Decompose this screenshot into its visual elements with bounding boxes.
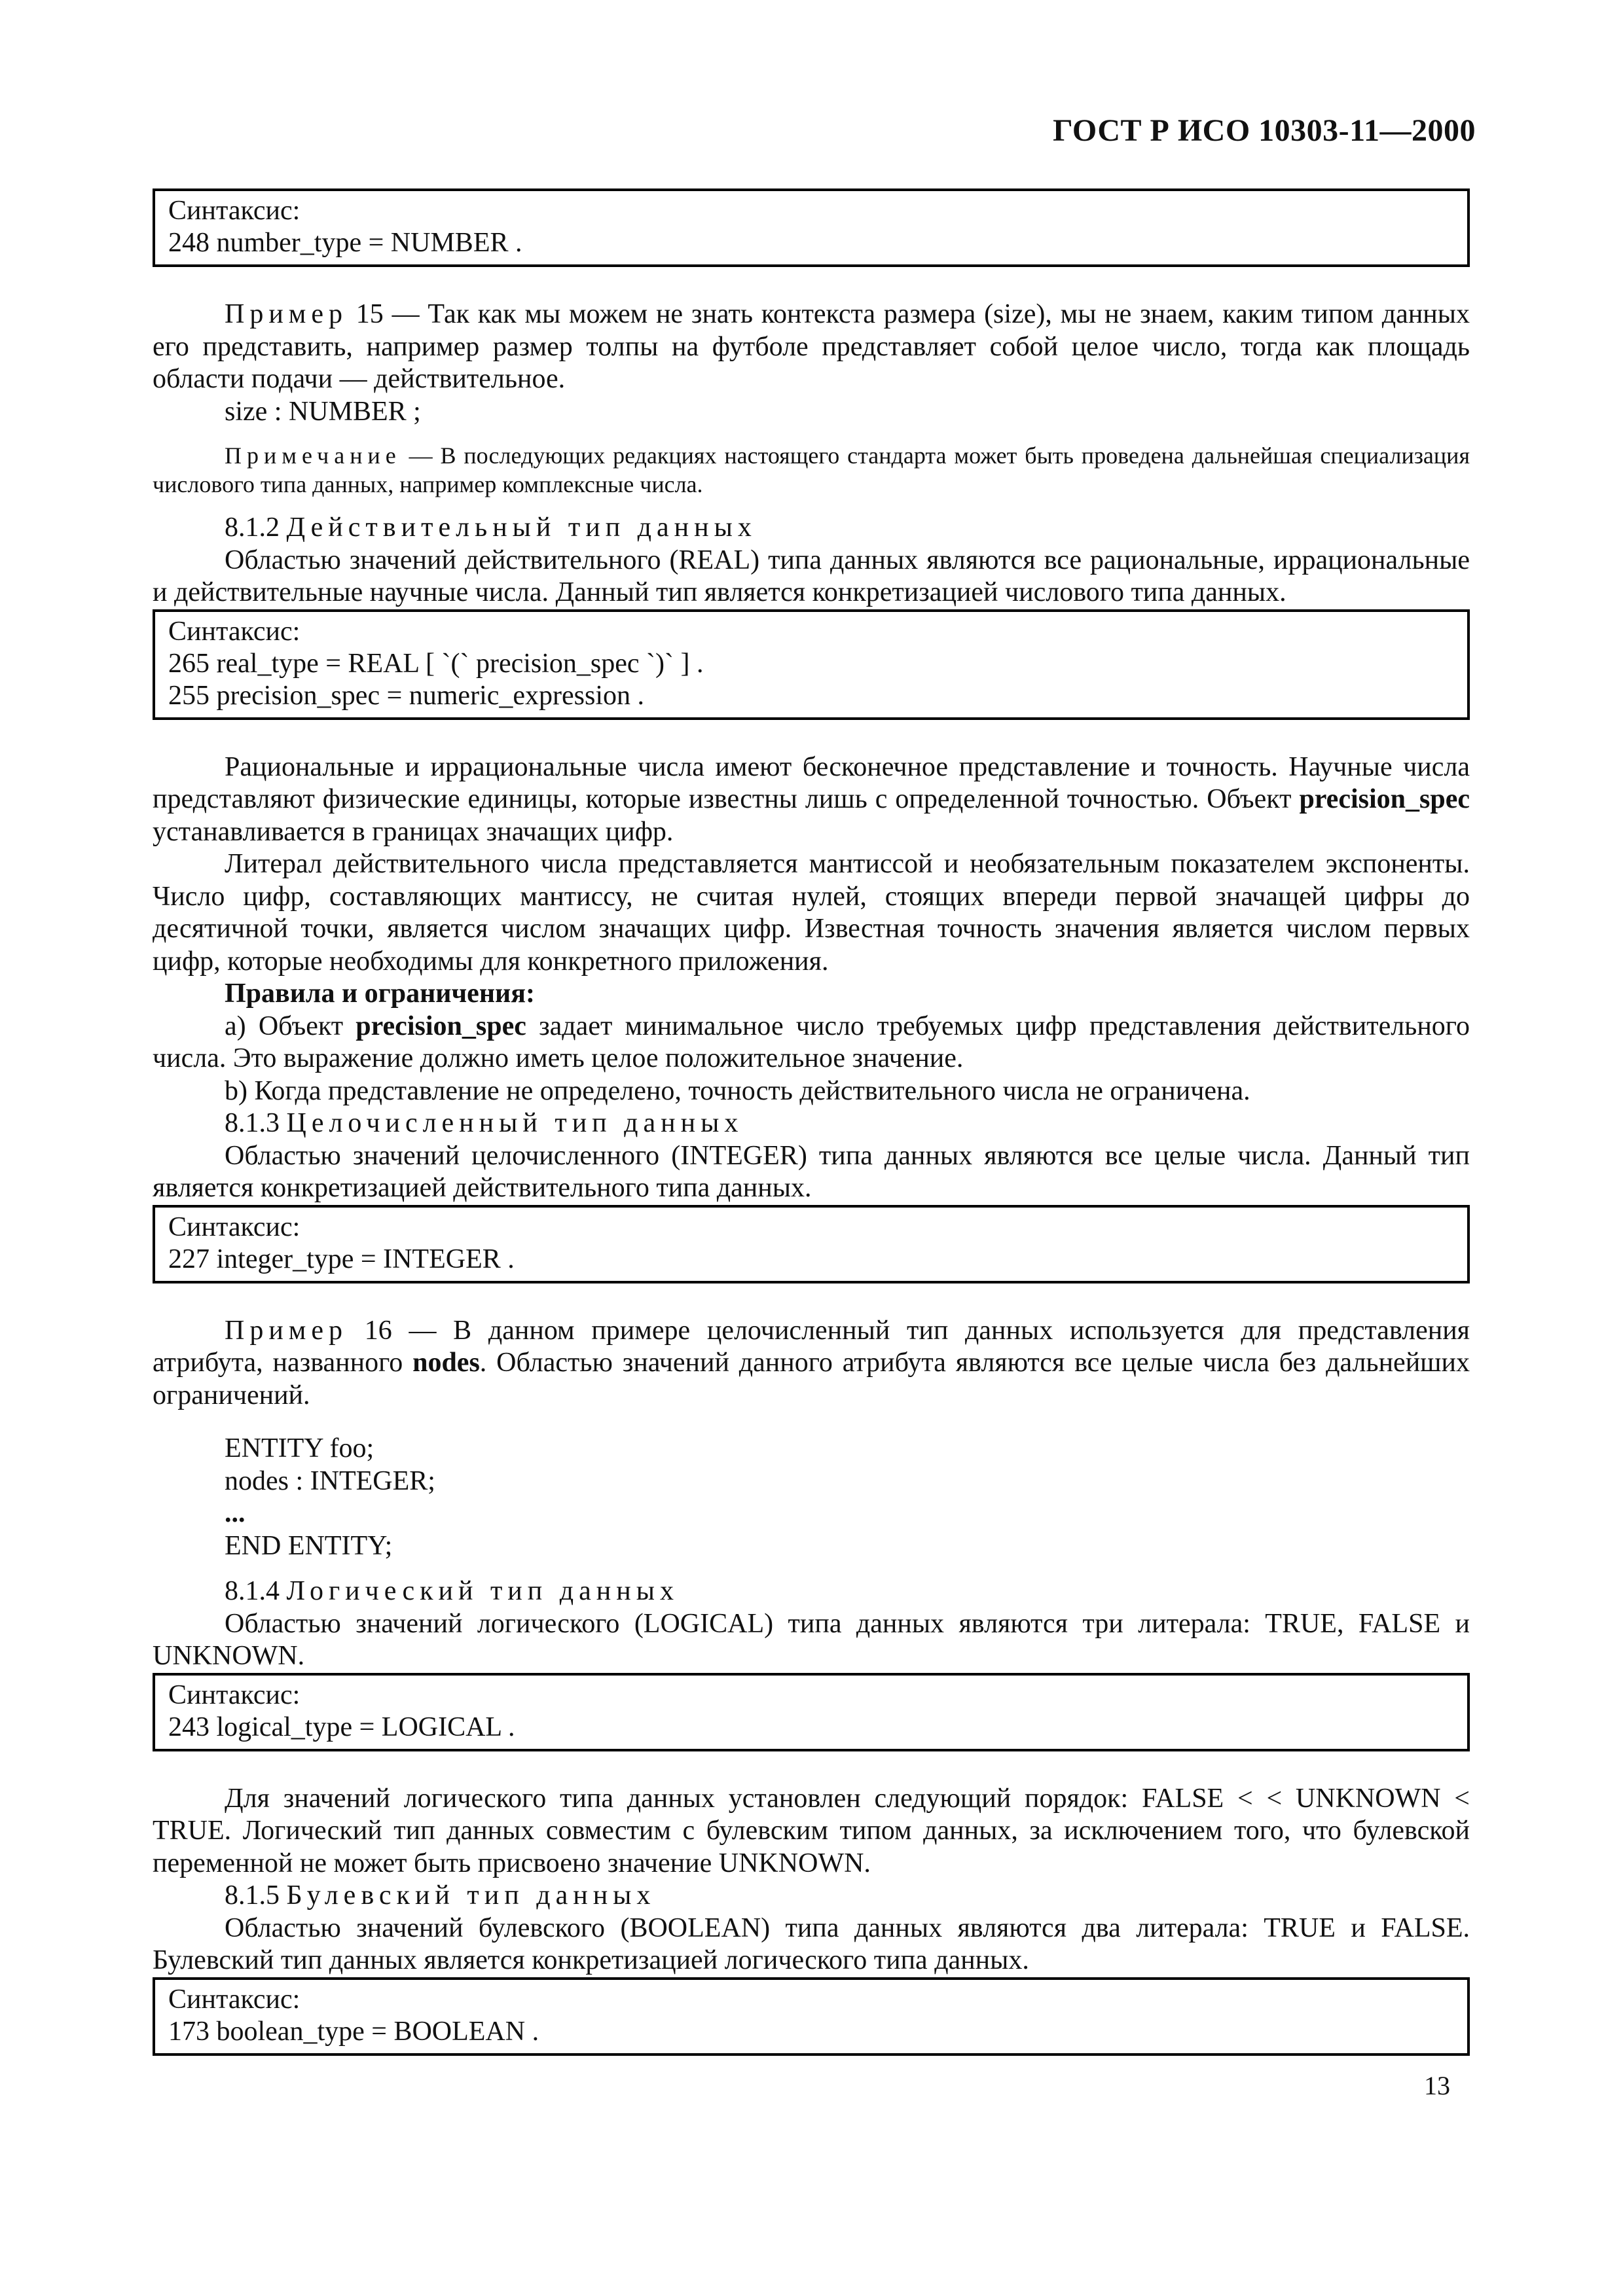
text-span: . Областью значений данного атрибута являются все целые числа без дальнейших ограничений. xyxy=(153,1348,1470,1410)
section-title: Логический тип данных xyxy=(286,1576,679,1606)
paragraph-rational xyxy=(153,751,1470,849)
syntax-label: Синтаксис: xyxy=(168,196,301,226)
syntax-box-real xyxy=(153,609,1470,720)
note-lead: Примечание xyxy=(225,442,401,469)
rule-b: b) Когда представление не определено, точность действительного числа не ограничена. xyxy=(225,1075,1250,1106)
section-8-1-5-heading xyxy=(153,1880,1470,1912)
section-number: 8.1.2 xyxy=(225,512,287,543)
text-span: a) Объект xyxy=(225,1011,356,1041)
rule-a xyxy=(153,1011,1470,1075)
section-title: Действительный тип данных xyxy=(286,512,757,543)
rules-heading-text: Правила и ограничения: xyxy=(225,978,535,1009)
page-number: 13 xyxy=(1424,2071,1450,2100)
keyword-nodes: nodes xyxy=(412,1348,480,1378)
keyword-precision-spec: precision_spec xyxy=(1299,784,1470,814)
code-line: ... xyxy=(225,1498,246,1528)
syntax-box-logical xyxy=(153,1673,1470,1751)
syntax-line: 265 real_type = REAL [ `(` precision_spec `)` ] . xyxy=(168,648,704,679)
code-line: END ENTITY; xyxy=(225,1530,393,1561)
paragraph-logical: Для значений логического типа данных установлен следующий порядок: FALSE < < UNKNOWN < TRUE. Логический тип данных совместим с булевским типом данных, за исключением того, что булевской переменной не может быть присвоено значение UNKNOWN. xyxy=(153,1783,1470,1878)
syntax-label: Синтаксис: xyxy=(168,1679,301,1710)
keyword-precision-spec: precision_spec xyxy=(356,1011,526,1041)
example-lead: Пример xyxy=(225,299,348,329)
code-line: nodes : INTEGER; xyxy=(225,1465,435,1496)
section-title: Булевский тип данных xyxy=(286,1880,656,1910)
example-16 xyxy=(153,1315,1470,1412)
example-lead: Пример xyxy=(225,1315,348,1346)
syntax-box-integer xyxy=(153,1205,1470,1283)
example-15-code: size : NUMBER ; xyxy=(225,396,421,427)
section-number: 8.1.5 xyxy=(225,1880,287,1910)
section-8-1-4-text: Областью значений логического (LOGICAL) типа данных являются три литерала: TRUE, FALSE и UNKNOWN. xyxy=(153,1608,1470,1671)
rules-heading xyxy=(153,978,1470,1011)
section-8-1-3-heading xyxy=(153,1107,1470,1140)
example-15 xyxy=(153,298,1470,396)
syntax-label: Синтаксис: xyxy=(168,616,301,647)
section-8-1-2-heading xyxy=(153,512,1470,545)
example-text: 15 — Так как мы можем не знать контекста размера (size), мы не знаем, каким типом данных его представить, например размер толпы на футболе представляет собой целое число, тогда как площадь области подачи — действительное. xyxy=(153,299,1470,394)
note xyxy=(153,441,1470,499)
text-span: устанавливается в границах значащих цифр. xyxy=(153,816,674,847)
page-content xyxy=(153,188,1470,2056)
syntax-line: 255 precision_spec = numeric_expression . xyxy=(168,680,645,711)
text-span: 16 — В данном примере целочисленный тип данных используется для представления атрибута, названного xyxy=(153,1315,1470,1378)
section-number: 8.1.3 xyxy=(225,1108,287,1138)
paragraph-literal: Литерал действительного числа представляется мантиссой и необязательным показателем экспоненты. Число цифр, составляющих мантиссу, не считая нулей, стоящих впереди первой значащей цифры до десятичной точки, является числом значащих цифр. Известная точность значения является числом первых цифр, которые необходимы для конкретного приложения. xyxy=(153,849,1470,977)
syntax-label: Синтаксис: xyxy=(168,1984,301,2015)
text-span: задает минимальное число требуемых цифр представления действительного числа. Это выражение должно иметь целое положительное значение. xyxy=(153,1011,1470,1073)
syntax-box-boolean xyxy=(153,1977,1470,2056)
section-8-1-3-text: Областью значений целочисленного (INTEGER) типа данных являются все целые числа. Данный тип является конкретизацией действительного типа данных. xyxy=(153,1140,1470,1203)
text-span: Рациональные и иррациональные числа имеют бесконечное представление и точность. Научные числа представляют физические единицы, которые известны лишь с определенной точностью. Объект xyxy=(153,751,1470,814)
code-block xyxy=(153,1433,1470,1562)
syntax-box-number xyxy=(153,188,1470,267)
note-text: — В последующих редакциях настоящего стандарта может быть проведена дальнейшая специализация числового типа данных, например комплексные числа. xyxy=(153,442,1470,497)
syntax-label: Синтаксис: xyxy=(168,1211,301,1242)
section-8-1-4-heading xyxy=(153,1575,1470,1608)
syntax-line: 173 boolean_type = BOOLEAN . xyxy=(168,2016,539,2047)
section-title: Целочисленный тип данных xyxy=(286,1108,744,1138)
syntax-line: 243 logical_type = LOGICAL . xyxy=(168,1712,515,1742)
section-8-1-5-text: Областью значений булевского (BOOLEAN) типа данных являются два литерала: TRUE и FALSE. Булевский тип данных является конкретизацией логического типа данных. xyxy=(153,1912,1470,1975)
section-8-1-2-text: Областью значений действительного (REAL) типа данных являются все рациональные, иррациональные и действительные научные числа. Данный тип является конкретизацией числового типа данных. xyxy=(153,545,1470,607)
syntax-line: 248 number_type = NUMBER . xyxy=(168,228,522,258)
section-number: 8.1.4 xyxy=(225,1576,287,1606)
code-line: ENTITY foo; xyxy=(225,1433,374,1463)
syntax-line: 227 integer_type = INTEGER . xyxy=(168,1244,515,1274)
document-header: ГОСТ Р ИСО 10303-11—2000 xyxy=(1053,113,1476,148)
